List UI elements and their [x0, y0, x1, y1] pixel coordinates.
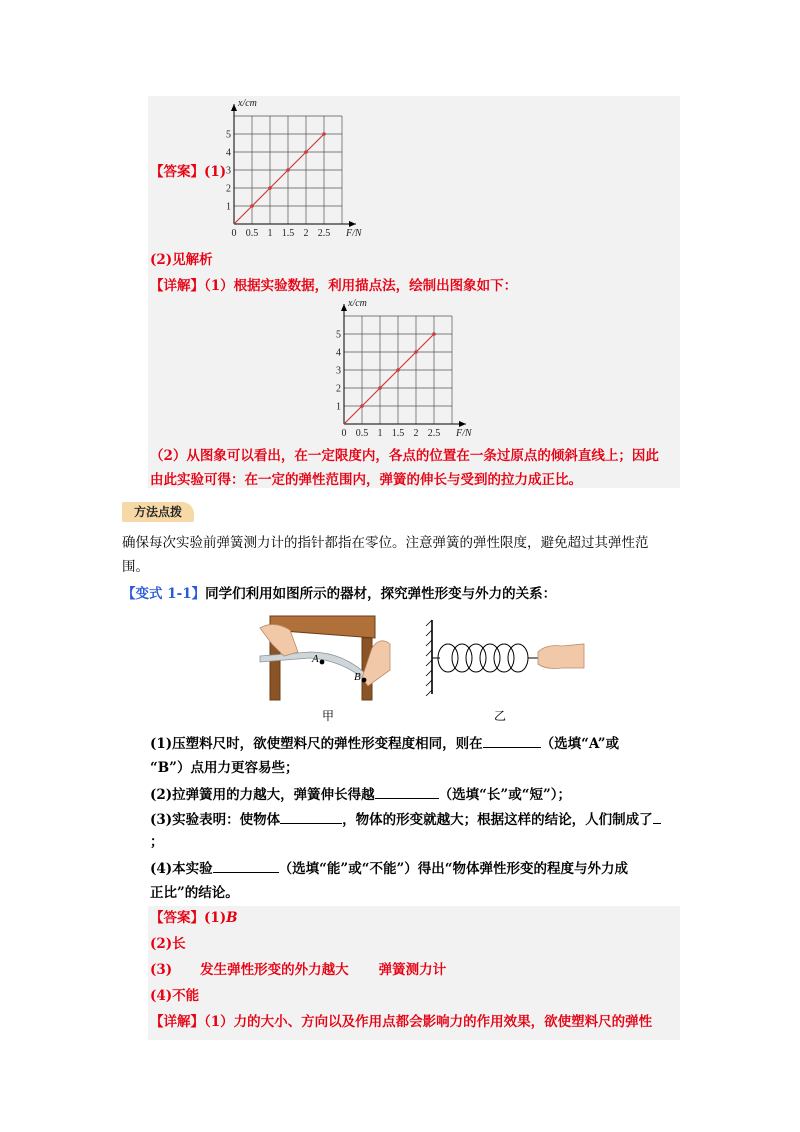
question-1-line-2: “B”）点用力更容易些； [150, 760, 299, 776]
detail-text-1: （1）根据实验数据，利用描点法，绘制出图象如下： [204, 278, 518, 294]
x-tick-label: 2.5 [317, 228, 331, 239]
question-3-blank-1[interactable] [280, 809, 342, 824]
question-1-text: (1)压塑料尺时，欲使塑料尺的弹性形变程度相同，则在 [150, 736, 483, 752]
data-point [286, 168, 290, 172]
x-tick-label: 2 [413, 428, 419, 439]
y-tick-label: 1 [226, 201, 231, 213]
data-point [378, 386, 382, 390]
question-4-text: (4)本实验 [150, 861, 213, 877]
question-4-line-2: 正比”的结论。 [150, 885, 239, 901]
answer2-a3-value2: 弹簧测力计 [378, 962, 447, 978]
x-tick-label: 1.5 [391, 428, 405, 439]
question-1-options: （选填“A”或 [540, 736, 620, 752]
point-a-label: A [312, 653, 319, 665]
y-tick-label: 1 [336, 401, 341, 413]
figure-yi-label: 乙 [494, 709, 507, 723]
variant-prompt: 同学们利用如图所示的器材，探究弹性形变与外力的关系： [205, 586, 557, 602]
answer2-a3-value1: 发生弹性形变的外力越大 [200, 962, 349, 978]
data-point [396, 368, 400, 372]
variant-label: 【变式 1-1】 [122, 586, 206, 602]
x-tick-label: 0 [231, 228, 237, 239]
data-point [432, 332, 436, 336]
method-text-1: 确保每次实验前弹簧测力计的指针都指在零位。注意弹簧的弹性限度，避免超过其弹性范 [122, 535, 649, 551]
figure-jia [260, 616, 390, 723]
answer-label: 【答案】 [150, 164, 204, 180]
y-tick-label: 5 [336, 329, 341, 341]
x-axis-label: F/N [456, 428, 472, 439]
x-axis-arrow [349, 221, 356, 227]
answer2-line-3 [150, 960, 446, 980]
detail-label: 【详解】 [150, 278, 204, 294]
x-tick-label: 0 [341, 428, 347, 439]
detail2-text: （1）力的大小、方向以及作用点都会影响力的作用效果，欲使塑料尺的弹性 [204, 1014, 653, 1030]
answer-chart [210, 96, 390, 244]
detail2-line [150, 1012, 652, 1032]
question-1-blank[interactable] [483, 733, 541, 748]
y-tick-label: 4 [336, 347, 341, 359]
question-3-text-2: ，物体的形变就越大；根据这样的结论，人们制成了 [342, 812, 653, 828]
answer2-a4: (4)不能 [150, 988, 200, 1004]
answer2-a2: (2)长 [150, 936, 186, 952]
point-b-label: B [354, 671, 361, 683]
data-point [304, 150, 308, 154]
x-tick-label: 1 [267, 228, 273, 239]
answer2-a3-prefix: (3) [150, 962, 173, 978]
detail-chart [320, 296, 500, 444]
y-axis-arrow [231, 104, 237, 111]
y-tick-label: 2 [226, 183, 231, 195]
x-tick-label: 1 [377, 428, 383, 439]
series-line [344, 334, 434, 424]
x-axis-label: F/N [346, 228, 362, 239]
detail2-label: 【详解】 [150, 1014, 204, 1030]
figure-jia-label: 甲 [322, 709, 335, 723]
answer2-label: 【答案】 [150, 910, 204, 926]
method-text-2: 围。 [122, 559, 149, 575]
question-2-options: （选填“长”或“短”）； [438, 787, 571, 803]
x-tick-label: 0.5 [245, 228, 259, 239]
answer2-line-1 [150, 908, 238, 928]
y-axis-label: x/cm [238, 98, 257, 109]
x-tick-label: 2.5 [427, 428, 441, 439]
experiment-figure [250, 608, 590, 728]
series-line [234, 134, 324, 224]
question-3-line-1 [150, 809, 661, 830]
x-tick-label: 1.5 [281, 228, 295, 239]
x-axis-arrow [459, 421, 466, 427]
y-tick-label: 3 [226, 165, 231, 177]
detail-text-2: （2）从图象可以看出，在一定限度内，各点的位置在一条过原点的倾斜直线上；因此 [150, 448, 659, 464]
answer-part1: (1) [204, 164, 227, 180]
variant-prompt-line [122, 584, 556, 604]
y-axis-label: x/cm [348, 298, 367, 309]
question-1-line-1 [150, 733, 619, 754]
figure-yi [426, 620, 584, 723]
y-tick-label: 3 [336, 365, 341, 377]
question-4-blank[interactable] [213, 858, 279, 873]
answer2-a1-value: B [226, 910, 238, 926]
y-axis-arrow [341, 304, 347, 311]
question-3-line-2: ； [150, 834, 164, 850]
question-2-text: (2)拉弹簧用的力越大，弹簧伸长得越 [150, 787, 375, 803]
x-tick-label: 0.5 [355, 428, 369, 439]
y-tick-label: 4 [226, 147, 231, 159]
question-3-blank-2[interactable] [653, 809, 661, 824]
answer-part2: (2)见解析 [150, 252, 213, 268]
data-point [322, 132, 326, 136]
y-tick-label: 5 [226, 129, 231, 141]
y-tick-label: 2 [336, 383, 341, 395]
question-2-blank[interactable] [375, 784, 439, 799]
detail-line-1 [150, 276, 517, 296]
question-2-line [150, 784, 571, 805]
detail-text-3: 由此实验可得：在一定的弹性范围内，弹簧的伸长与受到的拉力成正比。 [150, 472, 582, 488]
answer2-a1-prefix: (1) [204, 910, 227, 926]
data-point [360, 404, 364, 408]
x-tick-label: 2 [303, 228, 309, 239]
method-tag: 方法点拨 [122, 502, 194, 522]
data-point [250, 204, 254, 208]
question-4-line-1 [150, 858, 628, 879]
data-point [414, 350, 418, 354]
data-point [268, 186, 272, 190]
question-4-options: （选填“能”或“不能”）得出“物体弹性形变的程度与外力成 [278, 861, 628, 877]
question-3-text: (3)实验表明：使物体 [150, 812, 281, 828]
